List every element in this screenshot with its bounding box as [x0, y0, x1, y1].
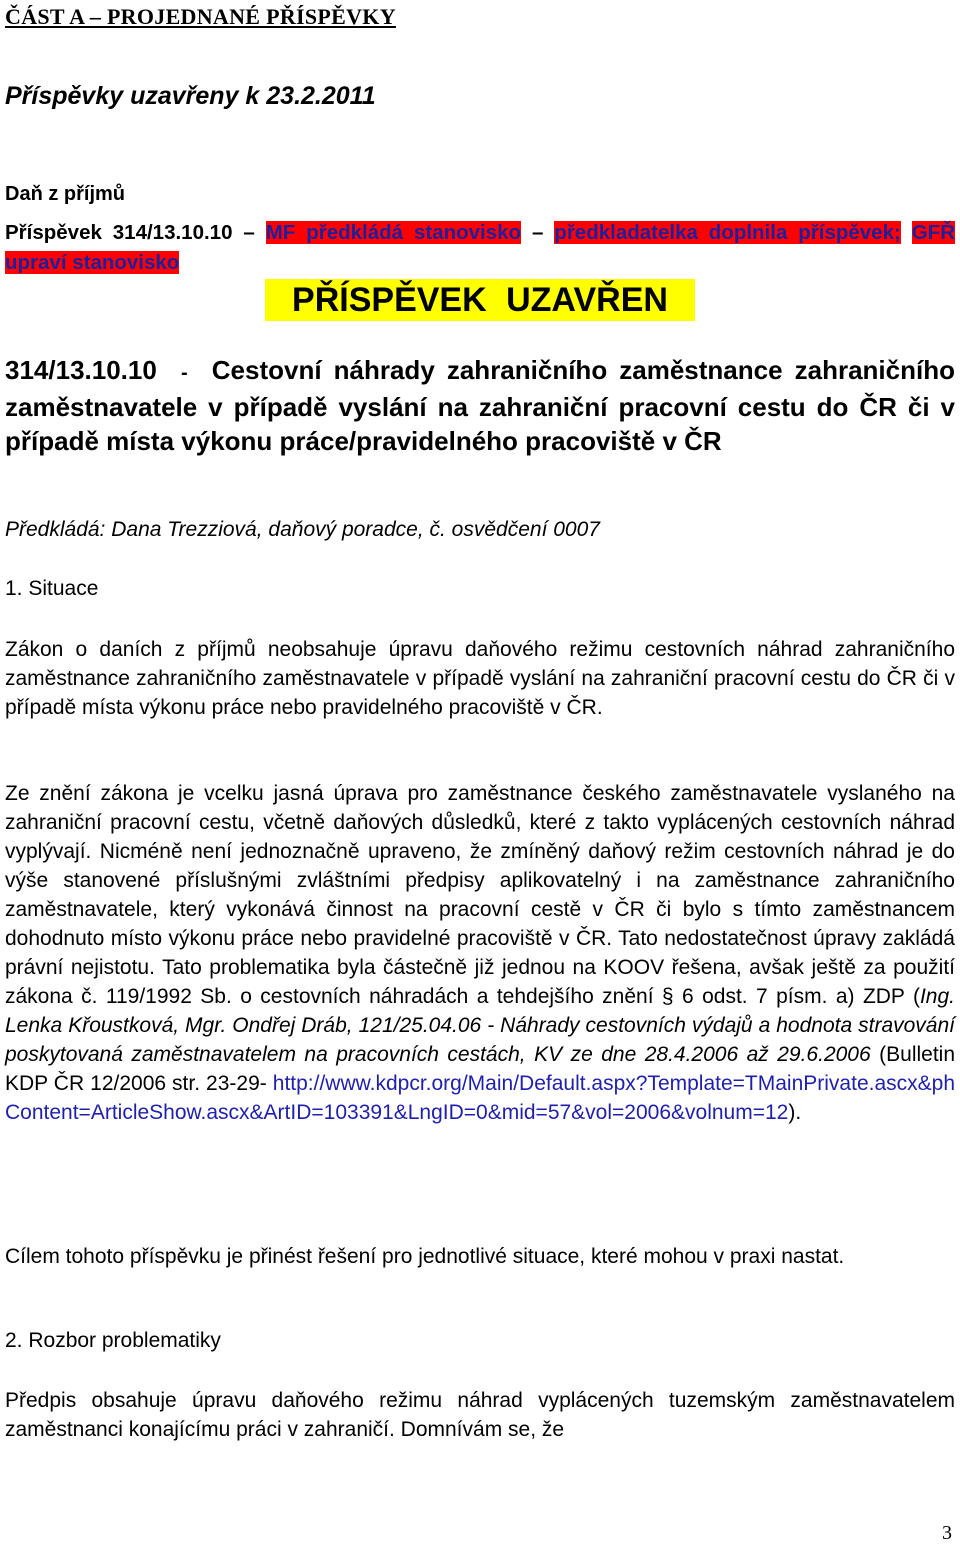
closed-banner: PŘÍSPĚVEK UZAVŘEN — [265, 279, 695, 321]
section-heading-rozbor: 2. Rozbor problematiky — [5, 1329, 221, 1352]
tax-category: Daň z příjmů — [5, 183, 126, 205]
contribution-status — [5, 218, 955, 278]
contribution-number: 314/13.10.10 — [5, 355, 157, 385]
status-highlight-gfr: GFŘ upraví stanovisko — [5, 221, 956, 274]
contribution-title — [5, 353, 955, 458]
section-title: ČÁST A – PROJEDNANÉ PŘÍSPĚVKY — [5, 4, 396, 29]
bulletin-link[interactable]: http://www.kdpcr.org/Main/Default.aspx?Template=TMainPrivate.ascx&phContent=ArticleShow.ascx&ArtID=103391&LngID=0&mid=57&vol=2006&volnum=12 — [5, 1072, 955, 1124]
closed-date-heading: Příspěvky uzavřeny k 23.2.2011 — [5, 82, 376, 110]
reference-citation: Ing. Lenka Křoustková, Mgr. Ondřej Dráb, 121/25.04.06 - Náhrady cestovních výdajů a hodnota stravování poskytovaná zaměstnavatelem na pracovních cestách, KV ze dne 28.4.2006 až 29.6.2006 — [5, 985, 955, 1066]
status-highlight-author: předkladatelka doplnila příspěvek; — [554, 221, 901, 244]
status-label: Příspěvek 314/13.10.10 – — [5, 221, 255, 244]
status-dash: – — [521, 221, 555, 244]
paragraph-situation: Zákon o daních z příjmů neobsahuje úpravu daňového režimu cestovních náhrad zahraničního zaměstnance zahraničního zaměstnavatele v případě vyslání na zahraniční pracovní cestu do ČR či v případě místa výkonu práce nebo pravidelného pracoviště v ČR. — [5, 638, 955, 719]
paragraph-law-analysis — [5, 779, 955, 1127]
paragraph-end: ). — [788, 1101, 802, 1124]
bulletin-reference: (Bulletin KDP ČR 12/2006 str. 23-29- — [5, 1043, 956, 1095]
paragraph-goal: Cílem tohoto příspěvku je přinést řešení pro jednotlivé situace, které mohou v praxi nastat. — [5, 1245, 845, 1268]
status-highlight-mf: MF předkládá stanovisko — [265, 221, 522, 244]
title-dash: - — [180, 362, 188, 384]
paragraph-regulation: Předpis obsahuje úpravu daňového režimu náhrad vyplácených tuzemským zaměstnavatelem zaměstnanci konajícímu práci v zahraničí. Domnívám se, že — [5, 1389, 955, 1441]
section-heading-situace: 1. Situace — [5, 577, 99, 600]
page-number: 3 — [942, 1522, 952, 1544]
submitter: Předkládá: Dana Trezziová, daňový poradce, č. osvědčení 0007 — [5, 518, 600, 541]
paragraph-text: Ze znění zákona je vcelku jasná úprava pro zaměstnance českého zaměstnavatele vyslaného na zahraniční pracovní cestu, včetně daňových důsledků, které z takto vyplácených cestovních náhrad vyplývají. Nicméně není jednoznačně upraveno, že zmíněný daňový režim cestovních náhrad je do výše stanovené příslušnými zvláštními předpisy aplikovatelný i na zaměstnance zahraničního zaměstnavatele, který vykonává činnost na pracovní cestě v ČR či bylo s tímto zaměstnancem dohodnuto místo výkonu práce nebo pravidelné pracoviště v ČR. Tato nedostatečnost úpravy zakládá právní nejistotu. Tato problematika byla částečně již jednou na KOOV řešena, avšak ještě za použití zákona č. 119/1992 Sb. o cestovních náhradách a tehdejšího znění § 6 odst. 7 písm. a) ZDP ( — [5, 782, 955, 1008]
contribution-title-text: Cestovní náhrady zahraničního zaměstnance zahraničního zaměstnavatele v případě vyslání na zahraniční pracovní cestu do ČR či v případě místa výkonu práce/pravidelného pracoviště v ČR — [5, 355, 955, 456]
